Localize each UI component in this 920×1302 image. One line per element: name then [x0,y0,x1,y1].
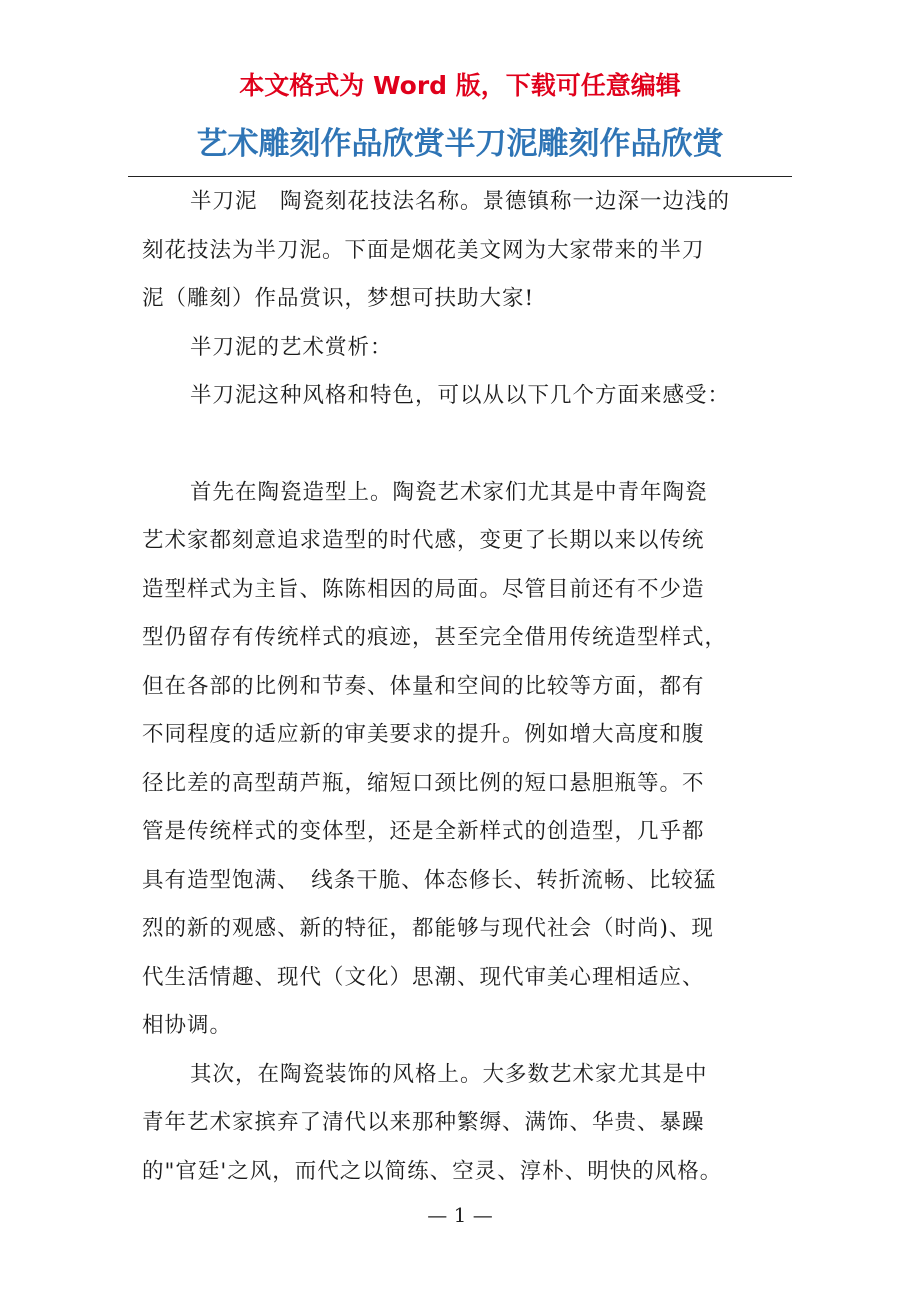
paragraph-line: 不同程度的适应新的审美要求的提升。例如增大高度和腹 [142,722,705,747]
paragraph-line: 但在各部的比例和节奏、体量和空间的比较等方面，都有 [142,673,705,699]
paragraph-line: 青年艺术家摈弃了清代以来那种繁缛、满饰、华贵、暴躁 [142,1110,705,1135]
paragraph-line: 其次，在陶瓷装饰的风格上。大多数艺术家尤其是中 [190,1061,708,1087]
paragraph-line: 相协调。 [142,1013,233,1038]
paragraph-line: 刻花技法为半刀泥。下面是烟花美文网为大家带来的半刀 [142,237,705,263]
page-number: — 1 — [427,1203,493,1227]
paragraph-line: 半刀泥 陶瓷刻花技法名称。景德镇称一边深一边浅的 [190,189,731,214]
title-divider [128,176,792,177]
paragraph-line: 泥（雕刻）作品赏识，梦想可扶助大家! [142,286,535,311]
paragraph-line: 具有造型饱满、 线条干脆、体态修长、转折流畅、比较猛 [142,867,717,893]
document-title: 艺术雕刻作品欣赏半刀泥雕刻作品欣赏 [196,126,724,162]
paragraph-line: 代生活情趣、现代（文化）思潮、现代审美心理相适应、 [142,964,705,990]
paragraph-line: 首先在陶瓷造型上。陶瓷艺术家们尤其是中青年陶瓷 [190,479,708,505]
paragraph-line: 造型样式为主旨、陈陈相因的局面。尽管目前还有不少造 [142,576,705,602]
paragraph-line: 艺术家都刻意追求造型的时代感，变更了长期以来以传统 [142,528,705,553]
download-notice: 本文格式为 Word 版，下载可任意编辑 [239,71,681,100]
section-heading: 半刀泥的艺术赏析： [190,334,393,360]
paragraph-line: 径比差的高型葫芦瓶，缩短口颈比例的短口悬胆瓶等。不 [142,770,705,796]
paragraph-line: 管是传统样式的变体型，还是全新样式的创造型，几乎都 [142,819,705,844]
document-body [142,178,782,1196]
paragraph-line: 型仍留存有传统样式的痕迹，甚至完全借用传统造型样式， [142,625,728,650]
blank-line [142,421,782,469]
paragraph-line: 的"官廷'之风，而代之以简练、空灵、淳朴、明快的风格。 [142,1158,723,1184]
paragraph-line: 烈的新的观感、新的特征，都能够与现代社会（时尚)、现 [142,916,714,941]
paragraph-line: 半刀泥这种风格和特色，可以从以下几个方面来感受： [190,383,731,408]
